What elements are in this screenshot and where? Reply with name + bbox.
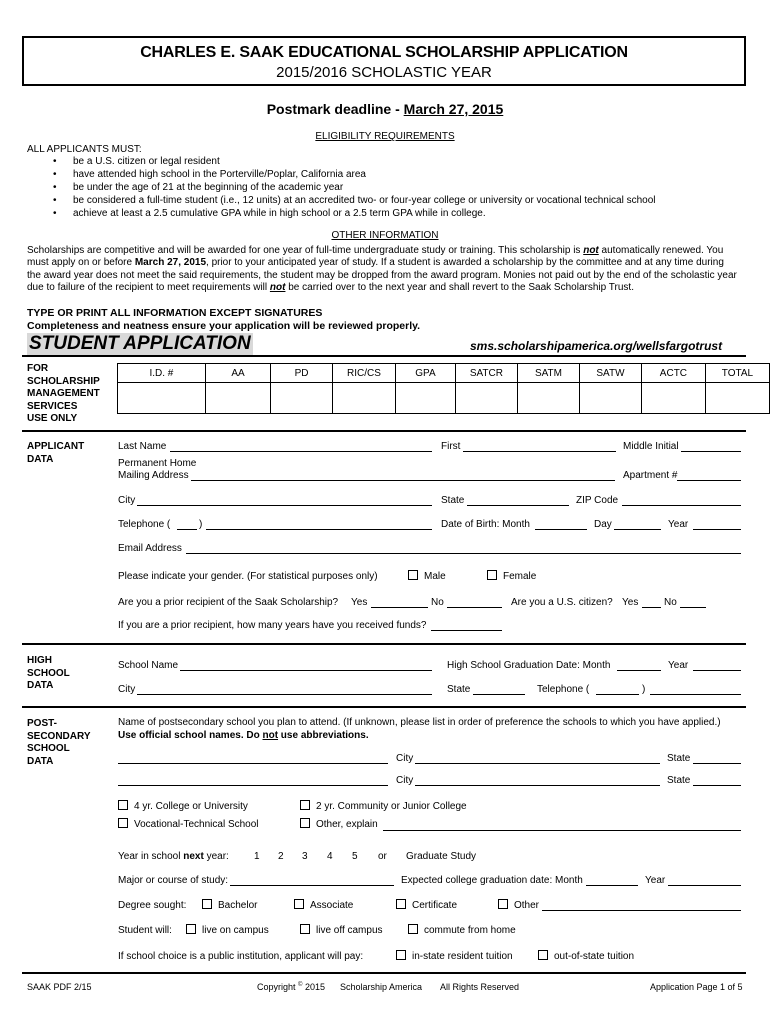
ps-official-names: [118, 730, 369, 741]
postsecondary-label-line: POST-: [27, 718, 58, 729]
title-box: [22, 36, 746, 86]
scholarship-url[interactable]: sms.scholarshipamerica.org/wellsfargotrust: [470, 339, 723, 353]
student-application-heading: STUDENT APPLICATION: [29, 333, 251, 354]
ps-official-text: Use official school names. Do: [118, 730, 263, 741]
female-label: Female: [503, 571, 537, 582]
office-use-label-line: FOR: [27, 363, 49, 374]
type-other-field[interactable]: [383, 830, 741, 831]
year-option-graduate[interactable]: Graduate Study: [406, 851, 477, 862]
divider: [22, 355, 746, 357]
instate-label: in-state resident tuition: [412, 951, 513, 962]
applicant-label-line: APPLICANT: [27, 441, 85, 452]
gender-male-option[interactable]: [408, 571, 446, 582]
year-or: or: [378, 851, 387, 862]
instructions-line2: Completeness and neatness ensure your application will be reviewed properly.: [27, 320, 421, 332]
eligibility-item-text: be a U.S. citizen or legal resident: [73, 156, 220, 167]
postsecondary-label-line: SECONDARY: [27, 730, 91, 742]
hs-city-field[interactable]: [137, 694, 432, 695]
bullet-icon: •: [53, 195, 57, 206]
other-info-text: automatically renewed. You: [598, 245, 724, 256]
live-on-campus-option[interactable]: [186, 925, 269, 936]
office-use-cell[interactable]: [396, 383, 456, 414]
outstate-label: out-of-state tuition: [554, 951, 635, 962]
checkbox[interactable]: [396, 950, 406, 960]
instate-option[interactable]: [396, 951, 513, 962]
type-voc-option[interactable]: [118, 819, 259, 830]
bullet-icon: •: [53, 156, 57, 167]
office-use-column-header: RIC/CS: [332, 364, 395, 383]
eligibility-item: [27, 181, 747, 194]
last-name-field[interactable]: [170, 451, 432, 452]
expected-grad-year-label: Year: [645, 875, 666, 886]
type-voc-label: Vocational-Technical School: [134, 819, 259, 830]
prior-yes-label: Yes: [351, 597, 368, 608]
ps-intro: Name of postsecondary school you plan to attend. (If unknown, please list in order of preference the schools to which you have applied.): [118, 717, 721, 728]
middle-initial-field[interactable]: [681, 451, 741, 452]
ps-state1-field[interactable]: [693, 763, 741, 764]
citizen-yes-label: Yes: [622, 597, 639, 608]
year-in-school-label: [118, 851, 229, 862]
gender-female-option[interactable]: [487, 571, 536, 582]
state-field[interactable]: [467, 505, 569, 506]
expected-grad-year-field[interactable]: [668, 885, 741, 886]
hs-state-field[interactable]: [473, 694, 525, 695]
year-option-1[interactable]: 1: [254, 851, 260, 862]
other-info-text: must apply on or before: [27, 257, 135, 269]
hs-school-name-field[interactable]: [180, 670, 432, 671]
citizen-yes-field[interactable]: [642, 607, 661, 608]
eligibility-item-text: have attended high school in the Porterville/Poplar, California area: [73, 169, 366, 180]
gender-question: Please indicate your gender. (For statistical purposes only): [118, 571, 378, 582]
year-option-3[interactable]: 3: [302, 851, 308, 862]
area-code-field[interactable]: [177, 529, 197, 530]
office-use-label-line: MANAGEMENT: [27, 388, 100, 399]
degree-other-option[interactable]: [498, 900, 539, 911]
ps-school1-field[interactable]: [118, 763, 388, 764]
prior-recipient-question: Are you a prior recipient of the Saak Scholarship?: [118, 597, 339, 608]
office-use-column-header: SATCR: [455, 364, 517, 383]
year-label-text: Year in school: [118, 851, 184, 862]
divider: [22, 430, 746, 432]
mailing-address-label: Mailing Address: [118, 470, 189, 481]
outstate-option[interactable]: [538, 951, 634, 962]
office-use-column-header: ACTC: [641, 364, 705, 383]
years-funds-question: If you are a prior recipient, how many years have you received funds?: [118, 620, 427, 631]
email-label: Email Address: [118, 543, 182, 554]
postsecondary-label-line: DATA: [27, 755, 54, 767]
ps-city1-field[interactable]: [415, 763, 660, 764]
expected-grad-month-label: Expected college graduation date: Month: [401, 875, 583, 886]
checkbox[interactable]: [300, 800, 310, 810]
checkbox[interactable]: [300, 818, 310, 828]
form-title: CHARLES E. SAAK EDUCATIONAL SCHOLARSHIP APPLICATION: [140, 44, 628, 61]
male-label: Male: [424, 571, 446, 582]
degree-bachelor-option[interactable]: [202, 900, 257, 911]
office-use-cell[interactable]: [517, 383, 579, 414]
first-name-field[interactable]: [463, 451, 616, 452]
bullet-icon: •: [53, 208, 57, 219]
postsecondary-data-label: [27, 718, 91, 768]
other-info-text: the award year does not meet the said requirements, the student may be dropped from the award program. Monies not paid out by the end of the scholastic year: [27, 269, 737, 281]
checkbox[interactable]: [300, 924, 310, 934]
office-use-column-header: PD: [271, 364, 333, 383]
divider: [22, 643, 746, 645]
office-use-label-line: USE ONLY: [27, 413, 78, 424]
public-tuition-question: If school choice is a public institution, applicant will pay:: [118, 951, 364, 962]
type-other-label: Other, explain: [316, 819, 378, 830]
ps-state1-label: State: [667, 753, 691, 764]
dob-month-field[interactable]: [535, 529, 587, 530]
hs-telephone-label: Telephone (: [537, 684, 590, 695]
office-use-column-header: I.D. #: [118, 364, 206, 383]
city-label: City: [118, 495, 136, 506]
ps-state2-label: State: [667, 775, 691, 786]
associate-label: Associate: [310, 900, 354, 911]
year-label-next: next: [183, 851, 204, 862]
citizen-no-label: No: [664, 597, 677, 608]
last-name-label: Last Name: [118, 441, 167, 452]
bachelor-label: Bachelor: [218, 900, 258, 911]
student-will-label: Student will:: [118, 925, 172, 936]
copyright-text: Copyright: [257, 982, 296, 992]
eligibility-heading: ELIGIBILITY REQUIREMENTS: [315, 131, 455, 142]
other-info-text: Scholarships are competitive and will be awarded for one year of full-time undergraduate study or training. This scholarship is: [27, 245, 584, 256]
degree-associate-option[interactable]: [294, 900, 353, 911]
postsecondary-label-line: SCHOOL: [27, 743, 70, 754]
years-funds-field[interactable]: [431, 630, 502, 631]
high-school-label-line: HIGH: [27, 655, 52, 666]
copyright-year: 2015: [304, 982, 326, 992]
prior-yes-field[interactable]: [371, 607, 428, 608]
other-info-paragraph: [27, 245, 745, 294]
first-name-label: First: [441, 441, 461, 452]
ps-city2-field[interactable]: [415, 785, 660, 786]
checkbox[interactable]: [498, 899, 508, 909]
hs-grad-month-label: High School Graduation Date: Month: [447, 660, 611, 671]
office-use-cell[interactable]: [455, 383, 517, 414]
type-2yr-label: 2 yr. Community or Junior College: [316, 801, 467, 812]
checkbox[interactable]: [408, 924, 418, 934]
footer-copyright: [257, 982, 325, 992]
checkbox[interactable]: [487, 570, 497, 580]
postmark-label: Postmark deadline -: [266, 101, 404, 117]
apartment-label: Apartment #: [623, 470, 678, 481]
instructions-line1: TYPE OR PRINT ALL INFORMATION EXCEPT SIGNATURES: [27, 307, 323, 319]
checkbox[interactable]: [186, 924, 196, 934]
hs-city-label: City: [118, 684, 136, 695]
mailing-address-field[interactable]: [191, 480, 615, 481]
checkbox[interactable]: [118, 818, 128, 828]
live-off-label: live off campus: [316, 925, 383, 936]
dob-day-label: Day: [594, 519, 612, 530]
office-use-table: [117, 363, 770, 414]
hs-area-code-field[interactable]: [596, 694, 639, 695]
eligibility-item: [27, 194, 747, 207]
telephone-label: Telephone (: [118, 519, 171, 530]
checkbox[interactable]: [538, 950, 548, 960]
year-label-text: year:: [203, 851, 229, 862]
ps-state2-field[interactable]: [693, 785, 741, 786]
high-school-label-line: DATA: [27, 680, 54, 691]
deadline-date: March 27, 2015: [134, 257, 207, 269]
checkbox[interactable]: [396, 899, 406, 909]
hs-telephone-close: ): [642, 684, 646, 695]
applicant-data-label: [27, 441, 84, 466]
other-info-text: due to failure of the recipient to meet requirements will: [27, 281, 270, 293]
citizen-question: Are you a U.S. citizen?: [511, 597, 613, 608]
footer-form-id: SAAK PDF 2/15: [27, 982, 92, 992]
eligibility-item: [27, 168, 747, 181]
degree-other-label: Other: [514, 900, 540, 911]
emphasis-not: not: [269, 281, 286, 293]
zip-field[interactable]: [622, 505, 741, 506]
expected-grad-month-field[interactable]: [586, 885, 638, 886]
eligibility-item-text: be under the age of 21 at the beginning of the academic year: [73, 182, 344, 193]
office-use-cell[interactable]: [205, 383, 270, 414]
major-field[interactable]: [230, 885, 394, 886]
other-info-text: be carried over to the next year and shall revert to the Saak Scholarship Trust.: [285, 281, 634, 293]
commute-label: commute from home: [424, 925, 516, 936]
office-use-column-header: TOTAL: [705, 364, 769, 383]
eligibility-intro: ALL APPLICANTS MUST:: [27, 144, 142, 155]
dob-year-label: Year: [668, 519, 689, 530]
city-field[interactable]: [137, 505, 432, 506]
hs-telephone-field[interactable]: [650, 694, 741, 695]
postmark-date: March 27, 2015: [403, 101, 504, 117]
checkbox[interactable]: [202, 899, 212, 909]
email-field[interactable]: [186, 553, 741, 554]
high-school-data-label: [27, 655, 70, 693]
eligibility-item-text: achieve at least a 2.5 cumulative GPA while in high school or a 2.5 term GPA while in college.: [73, 208, 486, 219]
live-off-campus-option[interactable]: [300, 925, 383, 936]
copyright-symbol: ©: [298, 982, 303, 988]
office-use-column-header: GPA: [396, 364, 456, 383]
ps-city2-label: City: [396, 775, 414, 786]
office-use-label-line: SCHOLARSHIP: [27, 375, 100, 387]
ps-school2-field[interactable]: [118, 785, 388, 786]
hs-state-label: State: [447, 684, 471, 695]
office-use-cell[interactable]: [641, 383, 705, 414]
checkbox[interactable]: [294, 899, 304, 909]
footer-org: Scholarship America: [340, 982, 423, 992]
bullet-icon: •: [53, 169, 57, 180]
office-use-cell[interactable]: [579, 383, 641, 414]
year-option-2[interactable]: 2: [278, 851, 284, 862]
dob-month-label: Date of Birth: Month: [441, 519, 530, 530]
state-label: State: [441, 495, 465, 506]
zip-label: ZIP Code: [576, 495, 619, 506]
dob-day-field[interactable]: [614, 529, 661, 530]
checkbox[interactable]: [118, 800, 128, 810]
other-info-text: , prior to your anticipated year of study. If a student is awarded a scholarship by the committee and at any time during: [206, 257, 724, 269]
dob-year-field[interactable]: [693, 529, 741, 530]
divider: [22, 972, 746, 974]
degree-certificate-option[interactable]: [396, 900, 457, 911]
degree-other-field[interactable]: [542, 910, 741, 911]
major-label: Major or course of study:: [118, 875, 229, 886]
divider: [22, 706, 746, 708]
emphasis-not: not: [262, 730, 279, 741]
year-option-4[interactable]: 4: [327, 851, 333, 862]
type-2yr-option[interactable]: [300, 801, 467, 812]
telephone-field[interactable]: [206, 529, 432, 530]
ps-city1-label: City: [396, 753, 414, 764]
hs-grad-month-field[interactable]: [617, 670, 661, 671]
apartment-field[interactable]: [677, 480, 741, 481]
office-use-column-header: AA: [205, 364, 270, 383]
middle-initial-label: Middle Initial: [623, 441, 679, 452]
footer-page-number: Application Page 1 of 5: [650, 982, 743, 992]
footer-rights: All Rights Reserved: [440, 982, 520, 992]
type-other-option[interactable]: [300, 819, 378, 830]
applicant-label-line: DATA: [27, 453, 54, 465]
degree-label: Degree sought:: [118, 900, 187, 911]
eligibility-item-text: be considered a full-time student (i.e., 12 units) at an accredited two- or four-year college or university or vocational technical school: [73, 195, 656, 206]
high-school-label-line: SCHOOL: [27, 667, 70, 679]
office-use-label-line: SERVICES: [27, 400, 78, 412]
permanent-home-label: Permanent Home: [118, 458, 197, 469]
emphasis-not: not: [583, 245, 599, 256]
office-use-cell[interactable]: [332, 383, 395, 414]
office-use-label: [27, 363, 100, 426]
live-on-label: live on campus: [202, 925, 269, 936]
postmark-deadline: [0, 101, 770, 117]
citizen-no-field[interactable]: [680, 607, 706, 608]
type-4yr-label: 4 yr. College or University: [134, 801, 248, 812]
hs-school-name-label: School Name: [118, 660, 179, 671]
certificate-label: Certificate: [412, 900, 458, 911]
prior-no-label: No: [431, 597, 444, 608]
bullet-icon: •: [53, 182, 57, 193]
office-use-column-header: SATW: [579, 364, 641, 383]
office-use-cell[interactable]: [271, 383, 333, 414]
year-option-5[interactable]: 5: [352, 851, 358, 862]
type-4yr-option[interactable]: [118, 801, 248, 812]
office-use-column-header: SATM: [517, 364, 579, 383]
eligibility-item: [27, 155, 747, 168]
eligibility-item: [27, 207, 747, 220]
office-use-cell[interactable]: [118, 383, 206, 414]
office-use-cell[interactable]: [705, 383, 769, 414]
eligibility-list: [27, 155, 747, 220]
form-subtitle: 2015/2016 SCHOLASTIC YEAR: [276, 64, 492, 81]
prior-no-field[interactable]: [447, 607, 502, 608]
other-info-heading: OTHER INFORMATION: [331, 230, 439, 241]
checkbox[interactable]: [408, 570, 418, 580]
hs-grad-year-label: Year: [668, 660, 689, 671]
hs-grad-year-field[interactable]: [693, 670, 741, 671]
ps-official-text: use abbreviations.: [278, 730, 369, 741]
commute-option[interactable]: [408, 925, 516, 936]
telephone-close: ): [199, 519, 203, 530]
